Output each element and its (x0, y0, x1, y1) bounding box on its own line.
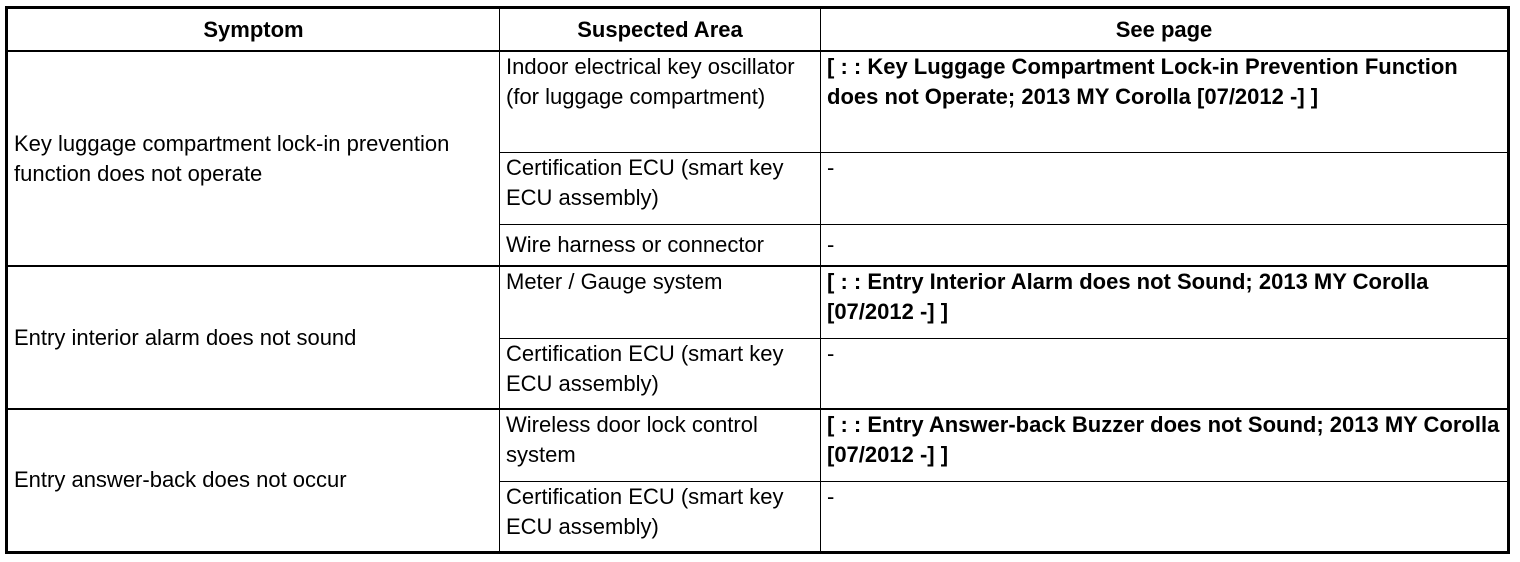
table-row (7, 409, 1509, 481)
suspected-area-text: Certification ECU (smart key ECU assembly) (506, 154, 784, 210)
suspected-area-text: Wire harness or connector (506, 231, 764, 257)
suspected-area-text: Meter / Gauge system (506, 269, 723, 294)
suspected-area-text: Certification ECU (smart key ECU assembly) (506, 340, 784, 396)
symptom-text: Entry interior alarm does not sound (14, 324, 357, 350)
see-page-cell (821, 338, 1509, 409)
suspected-area-cell (500, 152, 821, 224)
symptom-text: Entry answer-back does not occur (14, 467, 347, 493)
symptom-text: Key luggage compartment lock-in prevention function does not operate (14, 130, 450, 186)
see-page-text: - (827, 483, 835, 509)
see-page-link[interactable] (821, 409, 1509, 481)
header-see-page: See page (821, 8, 1509, 52)
problem-symptoms-table (5, 6, 1510, 554)
header-row (7, 8, 1509, 52)
suspected-area-cell (500, 409, 821, 481)
symptom-cell (7, 266, 500, 409)
see-page-cell (821, 152, 1509, 224)
header-symptom: Symptom (7, 8, 500, 52)
see-page-link[interactable] (821, 266, 1509, 338)
suspected-area-cell (500, 266, 821, 338)
see-page-cell (821, 224, 1509, 266)
see-page-text: - (827, 154, 835, 180)
see-page-text: - (827, 231, 835, 257)
suspected-area-cell (500, 338, 821, 409)
suspected-area-text: Indoor electrical key oscillator (for luggage compartment) (506, 54, 795, 109)
symptom-cell (7, 409, 500, 552)
see-page-cell (821, 481, 1509, 552)
suspected-area-cell (500, 481, 821, 552)
suspected-area-text: Certification ECU (smart key ECU assembly) (506, 483, 784, 539)
see-page-link[interactable] (821, 51, 1509, 152)
see-page-text[interactable]: [ : : Key Luggage Compartment Lock-in Prevention Function does not Operate; 2013 MY Corolla [07/2012 -] ] (827, 54, 1458, 109)
see-page-text: - (827, 340, 835, 366)
table-row (7, 51, 1509, 152)
see-page-text[interactable]: [ : : Entry Answer-back Buzzer does not Sound; 2013 MY Corolla [07/2012 -] ] (827, 412, 1500, 467)
see-page-text[interactable]: [ : : Entry Interior Alarm does not Sound; 2013 MY Corolla [07/2012 -] ] (827, 269, 1429, 324)
symptom-cell (7, 51, 500, 266)
suspected-area-cell (500, 224, 821, 266)
header-suspected-area: Suspected Area (500, 8, 821, 52)
table-row (7, 266, 1509, 338)
suspected-area-cell (500, 51, 821, 152)
suspected-area-text: Wireless door lock control system (506, 412, 758, 467)
